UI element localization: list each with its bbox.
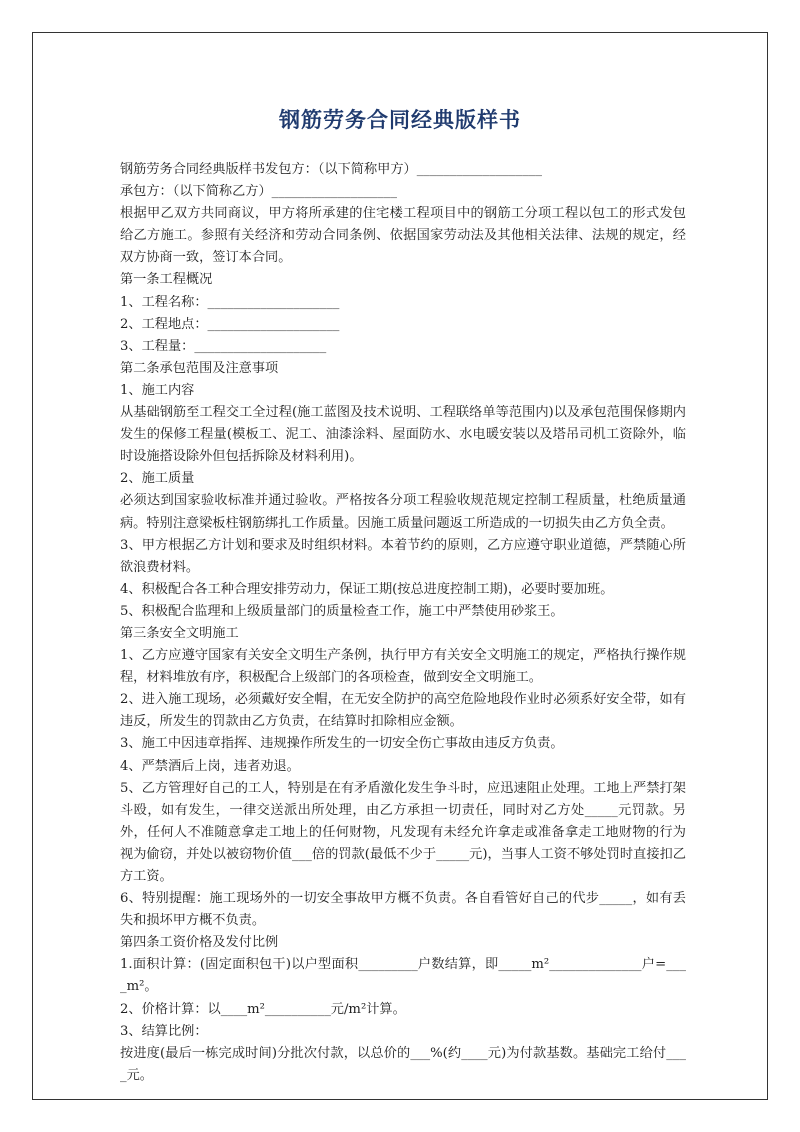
paragraph: 2、进入施工现场，必须戴好安全帽，在无安全防护的高空危险地段作业时必须系好安全带，如有违反，所发生的罚款由乙方负责，在结算时扣除相应金额。 [120,692,686,730]
section-heading: 第四条工资价格及发付比例 [120,935,279,951]
section-heading: 第三条安全文明施工 [120,625,239,641]
paragraph: 根据甲乙双方共同商议，甲方将所承建的住宅楼工程项目中的钢筋工分项工程以包工的形式发包给乙方施工。参照有关经济和劳动合同条例、依据国家劳动法及其他相关法律、法规的规定，经双方协商一致，签订本合同。 [120,206,686,266]
paragraph: 从基础钢筋至工程交工全过程(施工蓝图及技术说明、工程联络单等范围内)以及承包范围保修期内发生的保修工程量(模板工、泥工、油漆涂料、屋面防水、水电暖安装以及塔吊司机工资除外，临时设施搭设除外但包括拆除及材料利用)。 [120,405,686,465]
section-heading: 第一条工程概况 [120,272,213,288]
paragraph: 钢筋劳务合同经典版样书发包方：（以下简称甲方）___________________ [120,162,542,177]
section-heading: 第二条承包范围及注意事项 [120,360,279,376]
paragraph: 3、结算比例： [120,1023,208,1039]
paragraph: 4、积极配合各工种合理安排劳动力，保证工期(按总进度控制工期)，必要时要加班。 [120,581,614,597]
paragraph: 3、甲方根据乙方计划和要求及时组织材料。本着节约的原则，乙方应遵守职业道德，严禁随心所欲浪费材料。 [120,537,686,575]
paragraph: 1、乙方应遵守国家有关安全文明生产条例，执行甲方有关安全文明施工的规定，严格执行操作规程，材料堆放有序，积极配合上级部门的各项检查，做到安全文明施工。 [120,648,686,686]
paragraph: 5、乙方管理好自己的工人，特别是在有矛盾激化发生争斗时，应迅速阻止处理。工地上严禁打架斗殴，如有发生，一律交送派出所处理，由乙方承担一切责任，同时对乙方处_____元罚款。另外，任何人不准随意拿走工地上的任何财物，凡发现有未经允许拿走或准备拿走工地财物的行为视为偷窃，并处以被窃物价值___倍的罚款(最低不少于_____元)，当事人工资不够处罚时直接扣乙方工资。 [120,780,686,884]
paragraph: 1、工程名称：____________________ [120,294,340,310]
paragraph: 必须达到国家验收标准并通过验收。严格按各分项工程验收规范规定控制工程质量，杜绝质量通病。特别注意梁板柱钢筋绑扎工作质量。因施工质量问题返工所造成的一切损失由乙方负全责。 [120,493,686,531]
paragraph: 2、工程地点：____________________ [120,316,340,332]
paragraph: 承包方：（以下简称乙方）___________________ [120,184,397,200]
paragraph: 2、价格计算：以____m²__________元/m²计算。 [120,1001,406,1017]
paragraph: 按进度(最后一栋完成时间)分批次付款，以总价的___%(约____元)为付款基数。基础完工给付____元。 [120,1045,686,1083]
paragraph: 5、积极配合监理和上级质量部门的质量检查工作，施工中严禁使用砂浆王。 [120,603,564,619]
document-body [120,159,686,1087]
document-title: 钢筋劳务合同经典版样书 [279,107,521,132]
paragraph: 2、施工质量 [120,471,195,487]
paragraph: 3、施工中因违章指挥、违规操作所发生的一切安全伤亡事故由违反方负责。 [120,736,564,752]
paragraph: 6、特别提醒：施工现场外的一切安全事故甲方概不负责。各自看管好自己的代步_____，如有丢失和损坏甲方概不负责。 [120,891,686,929]
paragraph: 4、严禁酒后上岗，违者劝退。 [120,758,300,774]
paragraph: 1.面积计算：(固定面积包干)以户型面积_________户数结算，即_____m²______________户=____m²。 [120,957,686,995]
paragraph: 3、工程量：____________________ [120,338,327,354]
paragraph: 1、施工内容 [120,382,195,398]
